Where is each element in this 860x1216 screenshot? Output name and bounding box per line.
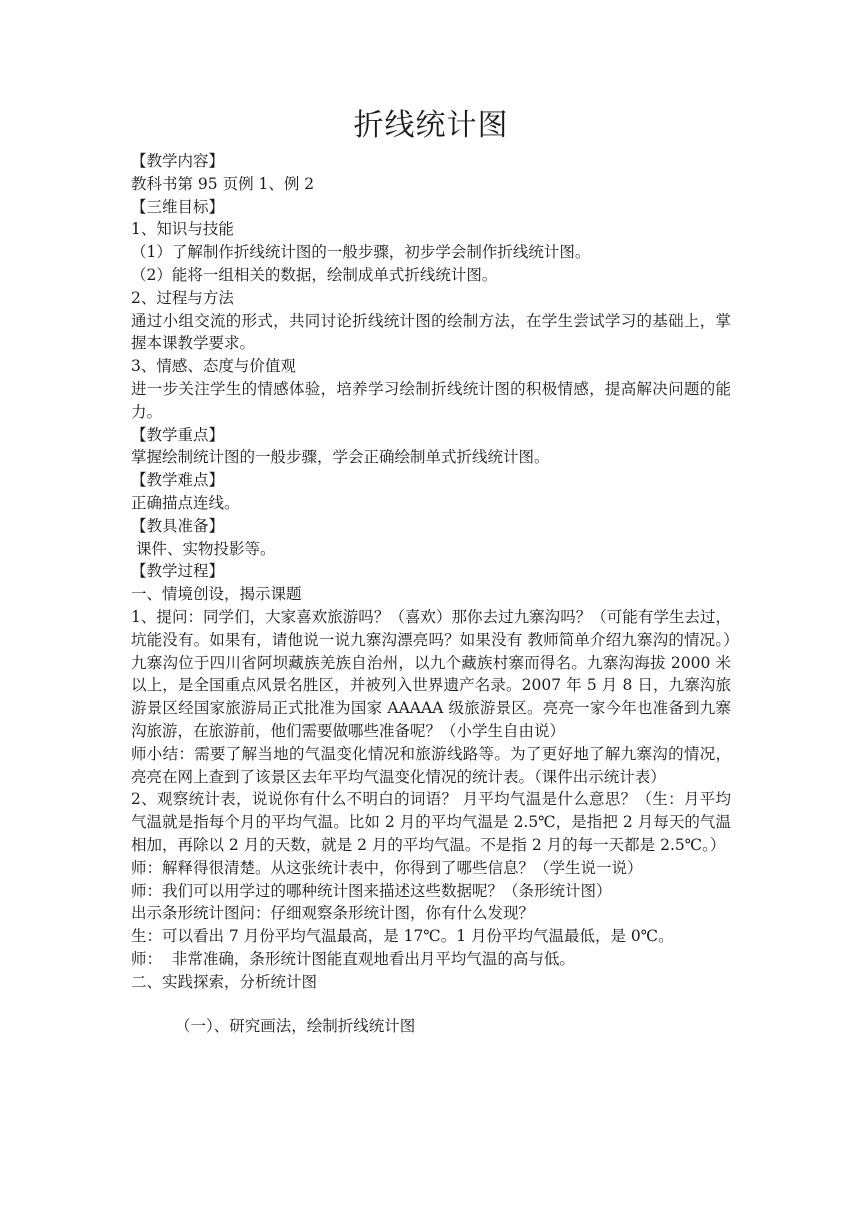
- text-line: 师小结：需要了解当地的气温变化情况和旅游线路等。为了更好地了解九寨沟的情况，亮亮在网上查到了该景区去年平均气温变化情况的统计表。（课件出示统计表）: [131, 744, 731, 786]
- text-line: 1、提问：同学们，大家喜欢旅游吗？（喜欢）那你去过九寨沟吗？（可能有学生去过，坑能没有。如果有，请他说一说九寨沟漂亮吗？如果没有 教师简单介绍九寨沟的情况。）九寨沟位于四川省阿坝藏族羌族自治州，以九个藏族村寨而得名。九寨沟海拔 2000 米以上，是全国重点风景名胜区，并被列入世界遗产名录。2007 年 5 月 8 日，九寨沟旅游景区经国家旅游局正式批准为国家 AAAAA 级旅游景区。亮亮一家今年也准备到九寨沟旅游，在旅游前，他们需要做哪些准备呢？（小学生自由说）: [131, 607, 731, 740]
- text-line: （1）了解制作折线统计图的一般步骤，初步学会制作折线统计图。: [131, 243, 591, 262]
- text-line: 通过小组交流的形式，共同讨论折线统计图的绘制方法，在学生尝试学习的基础上，掌握本课教学要求。: [131, 311, 731, 353]
- text-line: 【三维目标】: [131, 197, 225, 216]
- text-line: 【教学过程】: [131, 562, 225, 581]
- text-line: 师：我们可以用学过的哪种统计图来描述这些数据呢？（条形统计图）: [131, 881, 612, 900]
- text-line: 教科书第 95 页例 1、例 2: [131, 174, 315, 193]
- text-line: 进一步关注学生的情感体验，培养学习绘制折线统计图的积极情感，提高解决问题的能力。: [131, 379, 731, 421]
- document-body: [131, 150, 731, 993]
- text-line: 【教学内容】: [131, 152, 225, 170]
- text-line: 正确描点连线。: [131, 493, 240, 512]
- text-line: 掌握绘制统计图的一般步骤，学会正确绘制单式折线统计图。: [131, 448, 550, 467]
- document-title: 折线统计图: [353, 108, 509, 143]
- text-line: 【教具准备】: [131, 516, 225, 535]
- text-line: 师： 非常准确，条形统计图能直观地看出月平均气温的高与低。: [131, 949, 575, 968]
- text-line: 1、知识与技能: [131, 220, 234, 239]
- text-line: 3、情感、态度与价值观: [131, 357, 296, 376]
- text-line: 一、情境创设，揭示课题: [131, 585, 302, 604]
- text-line: 2、观察统计表，说说你有什么不明白的词语？ 月平均气温是什么意思？（生：月平均气温就是指每个月的平均气温。比如 2 月的平均气温是 2.5℃，是指把 2 月每天的气温相加，再除以 2 月的天数，就是 2 月的平均气温。不是指 2 月的每一天都是 2.5℃。）: [131, 790, 731, 854]
- document-page: [131, 104, 731, 1038]
- subsection-heading: （一）、研究画法，绘制折线统计图: [175, 1017, 416, 1036]
- text-line: 课件、实物投影等。: [131, 539, 276, 558]
- text-line: 二、实践探索，分析统计图: [131, 972, 318, 991]
- text-line: 生：可以看出 7 月份平均气温最高，是 17℃。1 月份平均气温最低，是 0℃。: [131, 927, 674, 946]
- text-line: 【教学难点】: [131, 471, 225, 490]
- text-line: 2、过程与方法: [131, 288, 234, 307]
- text-line: 出示条形统计图问：仔细观察条形统计图，你有什么发现？: [131, 904, 535, 923]
- blank-line: [131, 993, 731, 1015]
- text-line: 师：解释得很清楚。从这张统计表中，你得到了哪些信息？（学生说一说）: [131, 858, 643, 877]
- text-line: 【教学重点】: [131, 425, 225, 444]
- text-line: （2）能将一组相关的数据，绘制成单式折线统计图。: [131, 265, 498, 284]
